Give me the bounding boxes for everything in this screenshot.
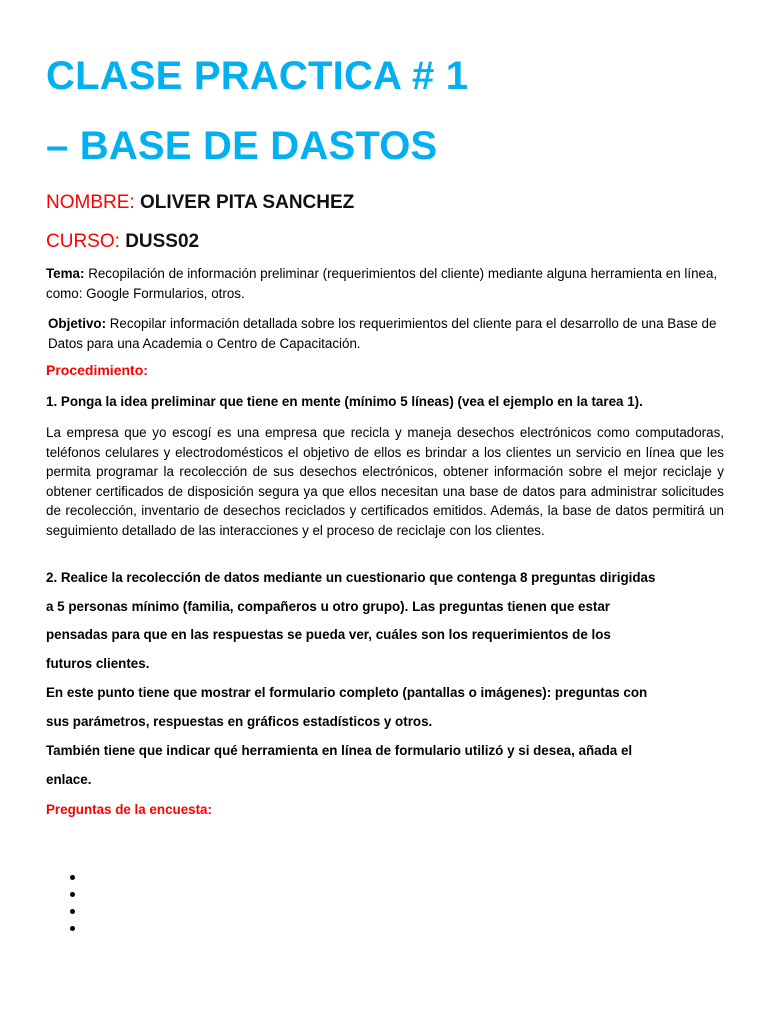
- step-2-line: En este punto tiene que mostrar el formulario completo (pantallas o imágenes): preguntas con: [46, 685, 648, 700]
- step-1-heading: 1. Ponga la idea preliminar que tiene en mente (mínimo 5 líneas) (vea el ejemplo en la tarea 1).: [46, 394, 643, 409]
- list-item: [62, 904, 76, 921]
- list-item: [62, 921, 76, 938]
- objetivo-label: Objetivo:: [48, 316, 107, 331]
- step-2-line: También tiene que indicar qué herramienta en línea de formulario utilizó y si desea, añada el: [46, 743, 633, 758]
- curso-field: [46, 232, 199, 251]
- step-2-line: a 5 personas mínimo (familia, compañeros u otro grupo). Las preguntas tienen que estar: [46, 599, 611, 614]
- nombre-value: OLIVER PITA SANCHEZ: [139, 192, 355, 213]
- objetivo-text: Recopilar información detallada sobre los requerimientos del cliente para el desarrollo de una Base de Datos para una Academia o Centro de Capacitación.: [48, 316, 717, 351]
- step-2-line: futuros clientes.: [46, 656, 150, 671]
- list-item: [62, 870, 76, 887]
- nombre-field: [46, 193, 354, 212]
- tema-label: Tema:: [46, 266, 85, 281]
- tema-text: Recopilación de información preliminar (requerimientos del cliente) mediante alguna herramienta en línea, como: Google Formularios, otros.: [46, 266, 718, 301]
- step-2-line: 2. Realice la recolección de datos mediante un cuestionario que contenga 8 preguntas dirigidas: [46, 570, 656, 585]
- nombre-label: NOMBRE:: [46, 192, 135, 213]
- tema-paragraph: [46, 264, 724, 303]
- curso-value: DUSS02: [125, 231, 200, 252]
- preguntas-heading: Preguntas de la encuesta:: [46, 802, 212, 817]
- title-line-1: CLASE PRACTICA # 1: [46, 54, 469, 98]
- list-item: [62, 887, 76, 904]
- procedimiento-heading: Procedimiento:: [46, 362, 148, 378]
- objetivo-paragraph: [48, 314, 726, 353]
- step-1-body: La empresa que yo escogí es una empresa que recicla y maneja desechos electrónicos como computadoras, teléfonos celulares y electrodomésticos el objetivo de ellos es brindar a los clientes un servicio en línea que les permita programar la recolección de sus desechos electrónicos, obtener información sobre el mejor reciclaje y obtener certificados de disposición segura ya que ellos necesitan una base de datos para administrar solicitudes de recolección, inventario de desechos reciclados y certificados emitidos. Además, la base de datos permitirá un seguimiento detallado de las interacciones y el proceso de reciclaje con los clientes.: [46, 425, 724, 538]
- step-2-line: sus parámetros, respuestas en gráficos estadísticos y otros.: [46, 714, 433, 729]
- bullet-list: [62, 870, 76, 938]
- step-2-line: enlace.: [46, 772, 92, 787]
- step-2-line: pensadas para que en las respuestas se pueda ver, cuáles son los requerimientos de los: [46, 627, 611, 642]
- curso-label: CURSO:: [46, 231, 120, 252]
- title-line-2: – BASE DE DASTOS: [46, 124, 438, 168]
